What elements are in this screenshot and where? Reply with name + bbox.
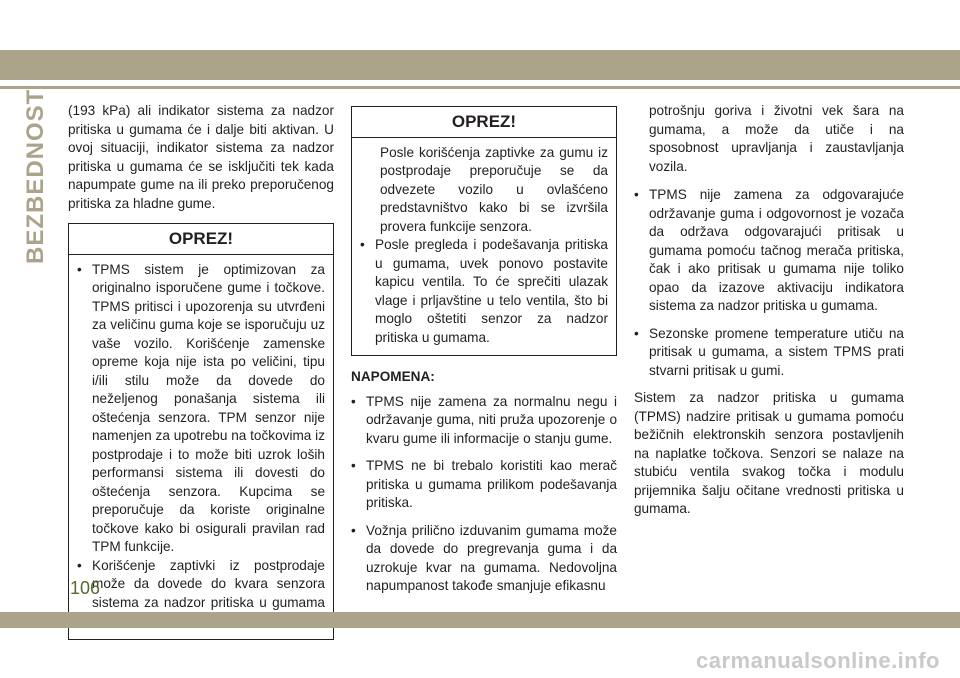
caution-box-2 (351, 106, 617, 356)
intro-paragraph: (193 kPa) ali indikator sistema za nadzor pritiska u gumama će i dalje biti aktivan. U ovoj situaciji, indikator sistema za nadzor pritiska u gumama će se isključiti tek kada napumpate gume na ili preko preporučenog pritiska za hladne gume. (68, 103, 334, 211)
section-side-label: BEZBEDNOST (22, 88, 49, 264)
continued-text: potrošnju goriva i životni vek šara na gumama, a može da utiče i na sposobnost upravljanja i zaustavljanja vozila. (649, 103, 904, 174)
note-item: • TPMS ne bi trebalo koristiti kao merač pritiska u gumama prilikom podešavanja pritiska. (351, 458, 617, 510)
column-1 (68, 102, 334, 640)
caution-box-1 (68, 223, 334, 640)
header-band (0, 50, 960, 80)
note-item: • Sezonske promene temperature utiču na pritisak u gumama, a sistem TPMS prati stvarni pritisak u gumi. (634, 325, 904, 378)
caution-item: • TPMS sistem je optimizovan za originalno isporučene gume i točkove. TPMS pritisci i upozorenja su utvrđeni za veličinu guma koje se isporučuju uz vaše vozilo. Korišćenje zamenske opreme koja nije ista po veličini, tipu i/ili stilu može da dovede do neželjenog ponašanja sistema ili oštećenja senzora. TPM senzor nije namenjen za upotrebu na točkovima iz postprodaje i to može biti uzrok loših performansi sistema ili dovesti do oštećenja senzora. Kupcima se preporučuje da koriste originalne točkove kako bi osigurali pravilan rad TPM funkcije. (77, 261, 325, 554)
watermark: carmanualsonline.info (696, 648, 940, 673)
column-3 (634, 102, 904, 529)
caution-list (360, 144, 608, 348)
column-2 (351, 106, 617, 605)
note-item: • TPMS nije zamena za odgovarajuće održavanje guma i odgovornost je vozača da održava odgovarajući pritisak u gumama pomoću tačnog merača pritiska, čak i ako pritisak u gumama nije toliko opao da izazove aktivaciju indikatora sistema za nadzor pritiska u gumama. (634, 187, 904, 313)
note-list (351, 393, 617, 596)
caution-list (77, 261, 325, 631)
caution-title: OPREZ! (352, 107, 616, 138)
note-heading: NAPOMENA: (351, 369, 435, 384)
footer-band (0, 612, 960, 628)
header-rule (0, 86, 960, 89)
caution-title: OPREZ! (69, 224, 333, 255)
caution-item: Posle korišćenja zaptivke za gumu iz postprodaje preporučuje se da odvezete vozilo u ovlašćeno predstavništvo kako bi se izvršila provera funkcije senzora. (380, 144, 608, 234)
note-item: • Vožnja prilično izduvanim gumama može da dovede do pregrevanja guma i da uzrokuje kvar na gumama. Nedovoljna napumpanost takođe smanjuje efikasnu (351, 522, 617, 593)
caution-item: • Posle pregleda i podešavanja pritiska u gumama, uvek ponovo postavite kapicu ventila. To će sprečiti ulazak vlage i prljavštine u telo ventila, što bi moglo oštetiti senzor za nadzor pritiska u gumama. (360, 237, 608, 345)
tpms-paragraph: Sistem za nadzor pritiska u gumama (TPMS) nadzire pritisak u gumama pomoću bežičnih elektronskih senzora postavljenih na naplatke točkova. Senzori se nalaze na stubiću ventila svakog točka i modulu prijemnika šalju očitane vrednosti pritiska u gumama. (634, 390, 904, 516)
page-number: 106 (70, 578, 101, 598)
caution-item: • Korišćenje zaptivki iz postprodaje može da dovede do kvara senzora sistema za nadzor pritiska u gumama (77, 557, 325, 610)
note-list (634, 186, 904, 380)
note-item: • TPMS nije zamena za normalnu negu i održavanje guma, niti pruža upozorenje o kvaru gume ili informacije o stanju gume. (351, 393, 617, 446)
